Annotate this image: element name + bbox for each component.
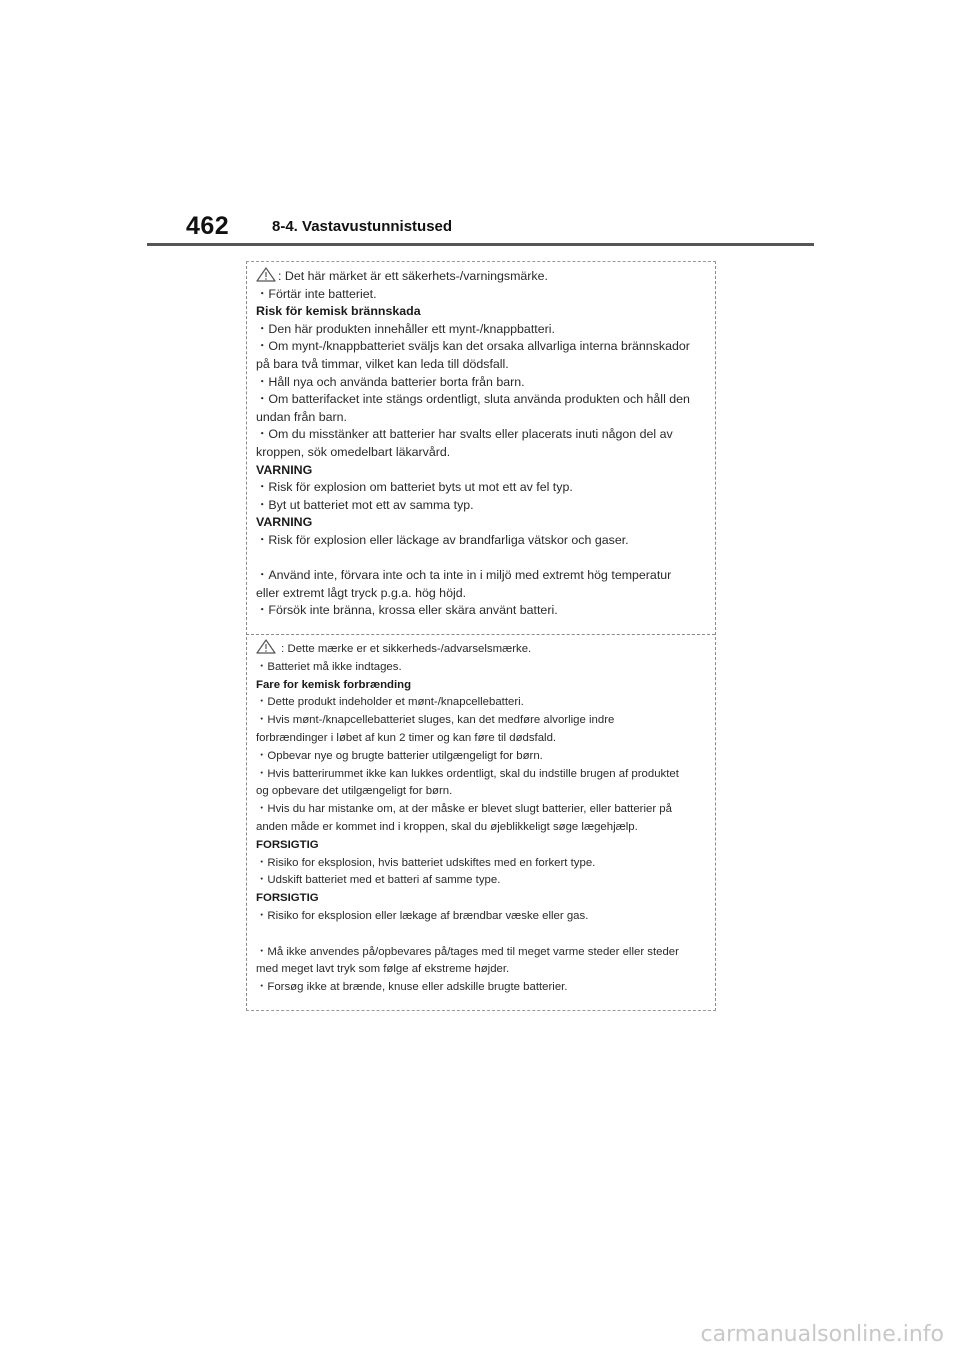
warning-line: eller extremt lågt tryck p.g.a. hög höjd. — [256, 585, 467, 600]
header-rule — [147, 243, 814, 246]
warning-heading: VARNING — [256, 515, 313, 530]
footer-site-watermark: carmanualsonline.info — [700, 1322, 944, 1347]
warning-line: ・Om mynt-/knappbatteriet sväljs kan det orsaka allvarliga interna brännskador — [256, 339, 690, 354]
swedish-lines — [256, 286, 706, 620]
page-number: 462 — [186, 212, 230, 240]
warning-line: ・Den här produkten innehåller ett mynt-/knappbatteri. — [256, 321, 555, 336]
warning-line: ・Byt ut batteriet mot ett av samma typ. — [256, 497, 474, 512]
warning-line: ・Udskift batteriet med et batteri af samme type. — [256, 874, 501, 887]
warning-triangle-icon — [256, 267, 276, 282]
swedish-symbol-text: : Det här märket är ett säkerhets-/varningsmärke. — [278, 269, 548, 283]
section-title: 8-4. Vastavustunnistused — [272, 218, 453, 235]
warning-line: med meget lavt tryk som følge af ekstreme højder. — [256, 963, 510, 976]
warning-triangle-icon — [256, 639, 276, 654]
warning-line: ・Om batterifacket inte stängs ordentligt, sluta använda produkten och håll den — [256, 392, 690, 407]
warning-line: ・Opbevar nye og brugte batterier utilgængeligt for børn. — [256, 749, 543, 762]
spacer — [256, 926, 706, 944]
spacer — [256, 550, 706, 568]
warning-line: ・Risk för explosion om batteriet byts ut mot ett av fel typ. — [256, 480, 573, 495]
warning-line: ・Må ikke anvendes på/opbevares på/tages med til meget varme steder eller steder — [256, 945, 679, 958]
warning-line: ・Förtär inte batteriet. — [256, 286, 377, 301]
warning-line: ・Hvis du har mistanke om, at der måske er blevet slugt batterier, eller batterier på — [256, 803, 672, 816]
danish-symbol-text: : Dette mærke er et sikkerheds-/advarselsmærke. — [278, 643, 532, 655]
warning-heading: VARNING — [256, 462, 313, 477]
warning-line: ・Risk för explosion eller läckage av brandfarliga vätskor och gaser. — [256, 532, 629, 547]
warning-line: og opbevare det utilgængeligt for børn. — [256, 785, 453, 798]
warning-line: ・Batteriet må ikke indtages. — [256, 660, 402, 673]
swedish-warning-block — [256, 267, 706, 620]
warning-line: ・Håll nya och använda batterier borta från barn. — [256, 374, 525, 389]
warning-line: ・Hvis mønt-/knapcellebatteriet sluges, kan det medføre alvorlige indre — [256, 714, 615, 727]
danish-symbol-line — [256, 639, 706, 659]
warning-line: ・Forsøg ikke at brænde, knuse eller adskille brugte batterier. — [256, 981, 568, 994]
warning-line: kroppen, sök omedelbart läkarvård. — [256, 444, 451, 459]
warning-line: ・Dette produkt indeholder et mønt-/knapcellebatteri. — [256, 696, 524, 709]
warning-line: på bara två timmar, vilket kan leda till dödsfall. — [256, 356, 509, 371]
warning-line: anden måde er kommet ind i kroppen, skal du øjeblikkeligt søge lægehjælp. — [256, 820, 638, 833]
warning-line: forbrændinger i løbet af kun 2 timer og kan føre til dødsfald. — [256, 731, 557, 744]
warning-line: ・Risiko for eksplosion eller lækage af brændbar væske eller gas. — [256, 909, 589, 922]
language-divider — [246, 634, 715, 635]
warning-line: ・Hvis batterirummet ikke kan lukkes ordentligt, skal du indstille brugen af produktet — [256, 767, 679, 780]
danish-warning-block — [256, 639, 706, 997]
warning-heading: FORSIGTIG — [256, 892, 319, 905]
warning-heading: Risk för kemisk brännskada — [256, 304, 421, 319]
swedish-symbol-line — [256, 267, 706, 286]
warning-line: ・Om du misstänker att batterier har svalts eller placerats inuti någon del av — [256, 427, 673, 442]
warning-heading: FORSIGTIG — [256, 838, 319, 851]
danish-lines — [256, 659, 706, 997]
warning-heading: Fare for kemisk forbrænding — [256, 678, 412, 691]
warning-line: ・Använd inte, förvara inte och ta inte in i miljö med extremt hög temperatur — [256, 568, 672, 583]
warning-line: undan från barn. — [256, 409, 347, 424]
warning-line: ・Risiko for eksplosion, hvis batteriet udskiftes med en forkert type. — [256, 856, 596, 869]
warning-line: ・Försök inte bränna, krossa eller skära använt batteri. — [256, 603, 558, 618]
